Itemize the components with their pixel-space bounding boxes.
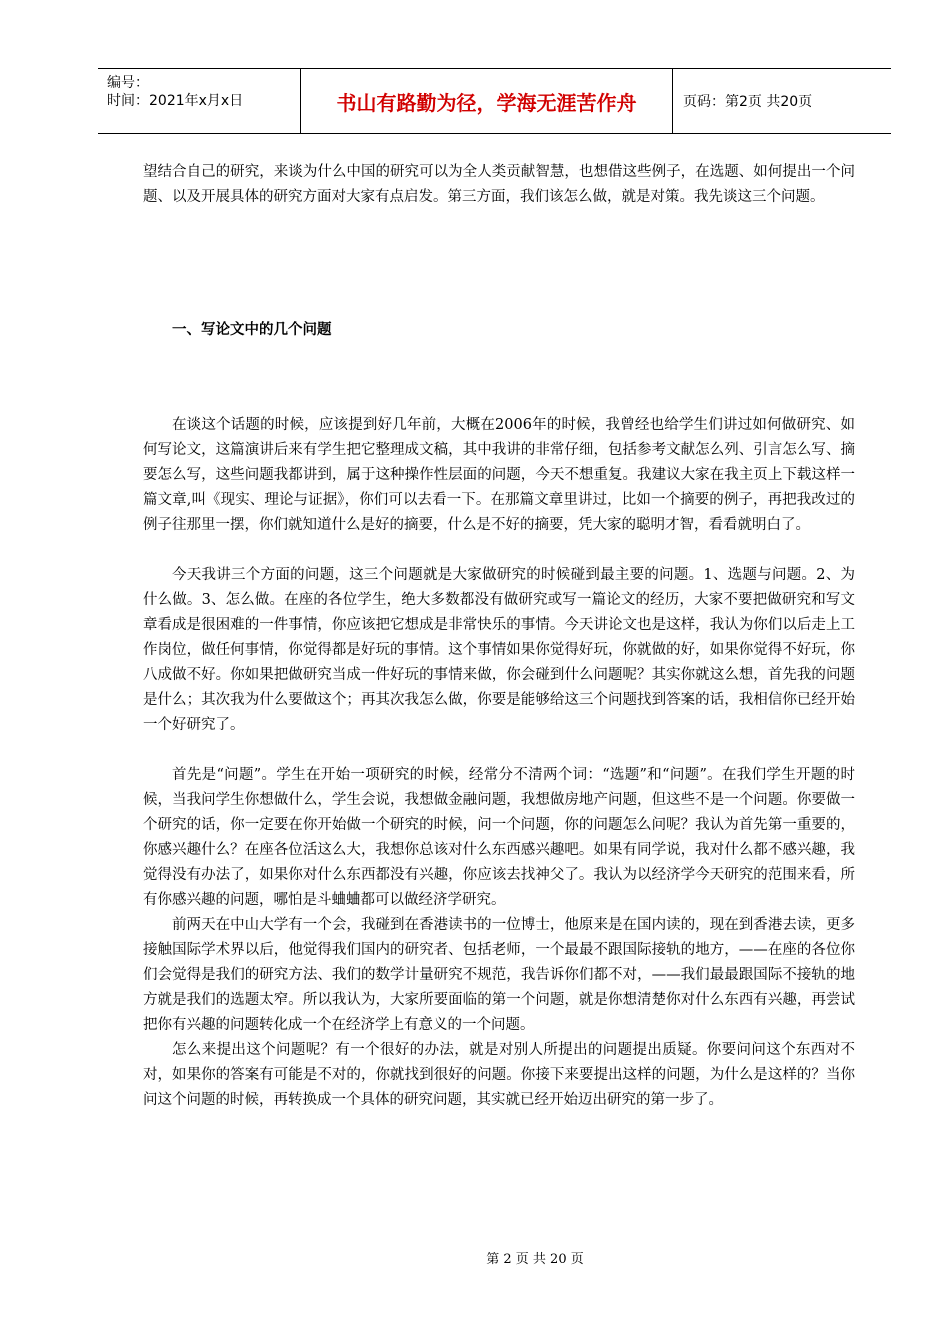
intro-section [143,160,855,210]
document-number-label: 编号： [107,75,149,91]
header-motto: 书山有路勤为径，学海无涯苦作舟 [301,69,673,133]
intro-paragraph: 望结合自己的研究，来谈为什么中国的研究可以为全人类贡献智慧，也想借这些例子，在选题、如何提出一个问题、以及开展具体的研究方面对大家有点启发。第三方面，我们该怎么做，就是对策。我先谈这三个问题。 [143,164,855,205]
body-paragraph-3: 首先是“问题”。学生在开始一项研究的时候，经常分不清两个词：“选题”和“问题”。在我们学生开题的时候，当我问学生你想做什么，学生会说，我想做金融问题，我想做房地产问题，但这些不是一个问题。你要做一个研究的话，你一定要在你开始做一个研究的时候，问一个问题，你的问题怎么问呢？我认为首先第一重要的，你感兴趣什么？在座各位活这么大，我想你总该对什么东西感兴趣吧。如果有同学说，我对什么都不感兴趣，我觉得没有办法了，如果你对什么东西都没有兴趣，你应该去找神父了。我认为以经济学今天研究的范围来看，所有你感兴趣的问题，哪怕是斗蛐蛐都可以做经济学研究。 [143,767,855,908]
section-heading: 一、写论文中的几个问题 [172,322,332,338]
body-paragraph-5: 怎么来提出这个问题呢？有一个很好的办法，就是对别人所提出的问题提出质疑。你要问问这个东西对不对，如果你的答案有可能是不对的，你就找到很好的问题。你接下来要提出这样的问题，为什么是这样的？当你问这个问题的时候，再转换成一个具体的研究问题，其实就已经开始迈出研究的第一步了。 [143,1042,855,1108]
header-page-info: 页码：第2页 共20页 [683,94,813,110]
document-time-label: 时间：2021年x月x日 [107,93,244,109]
body-section [143,413,855,1113]
page-header [98,68,891,134]
body-paragraph-4: 前两天在中山大学有一个会，我碰到在香港读书的一位博士，他原来是在国内读的，现在到香港去读，更多接触国际学术界以后，他觉得我们国内的研究者、包括老师，一个最最不跟国际接轨的地方，——在座的各位你们会觉得是我们的研究方法、我们的数学计量研究不规范，我告诉你们都不对，——我们最最跟国际不接轨的地方就是我们的选题太窄。所以我认为，大家所要面临的第一个问题，就是你想清楚你对什么东西有兴趣，再尝试把你有兴趣的问题转化成一个在经济学上有意义的一个问题。 [143,917,855,1033]
body-paragraph-1: 在谈这个话题的时候，应该提到好几年前，大概在2006年的时候，我曾经也给学生们讲过如何做研究、如何写论文，这篇演讲后来有学生把它整理成文稿，其中我讲的非常仔细，包括参考文献怎么列、引言怎么写、摘要怎么写，这些问题我都讲到，属于这种操作性层面的问题，今天不想重复。我建议大家在我主页上下载这样一篇文章,叫《现实、理论与证据》，你们可以去看一下。在那篇文章里讲过，比如一个摘要的例子，再把我改过的例子往那里一摆，你们就知道什么是好的摘要，什么是不好的摘要，凭大家的聪明才智，看看就明白了。 [143,417,855,533]
body-paragraph-2: 今天我讲三个方面的问题，这三个问题就是大家做研究的时候碰到最主要的问题。1、选题与问题。2、为什么做。3、怎么做。在座的各位学生，绝大多数都没有做研究或写一篇论文的经历，大家不要把做研究和写文章看成是很困难的一件事情，你应该把它想成是非常快乐的事情。今天讲论文也是这样，我认为你们以后走上工作岗位，做任何事情，你觉得都是好玩的事情。这个事情如果你觉得好玩，你就做的好，如果你觉得不好玩，你八成做不好。你如果把做研究当成一件好玩的事情来做，你会碰到什么问题呢？其实你就这么想，首先我的问题是什么；其次我为什么要做这个；再其次我怎么做，你要是能够给这三个问题找到答案的话，我相信你已经开始一个好研究了。 [143,567,855,733]
header-meta [98,69,301,133]
page-footer: 第 2 页 共 20 页 [486,1252,584,1267]
